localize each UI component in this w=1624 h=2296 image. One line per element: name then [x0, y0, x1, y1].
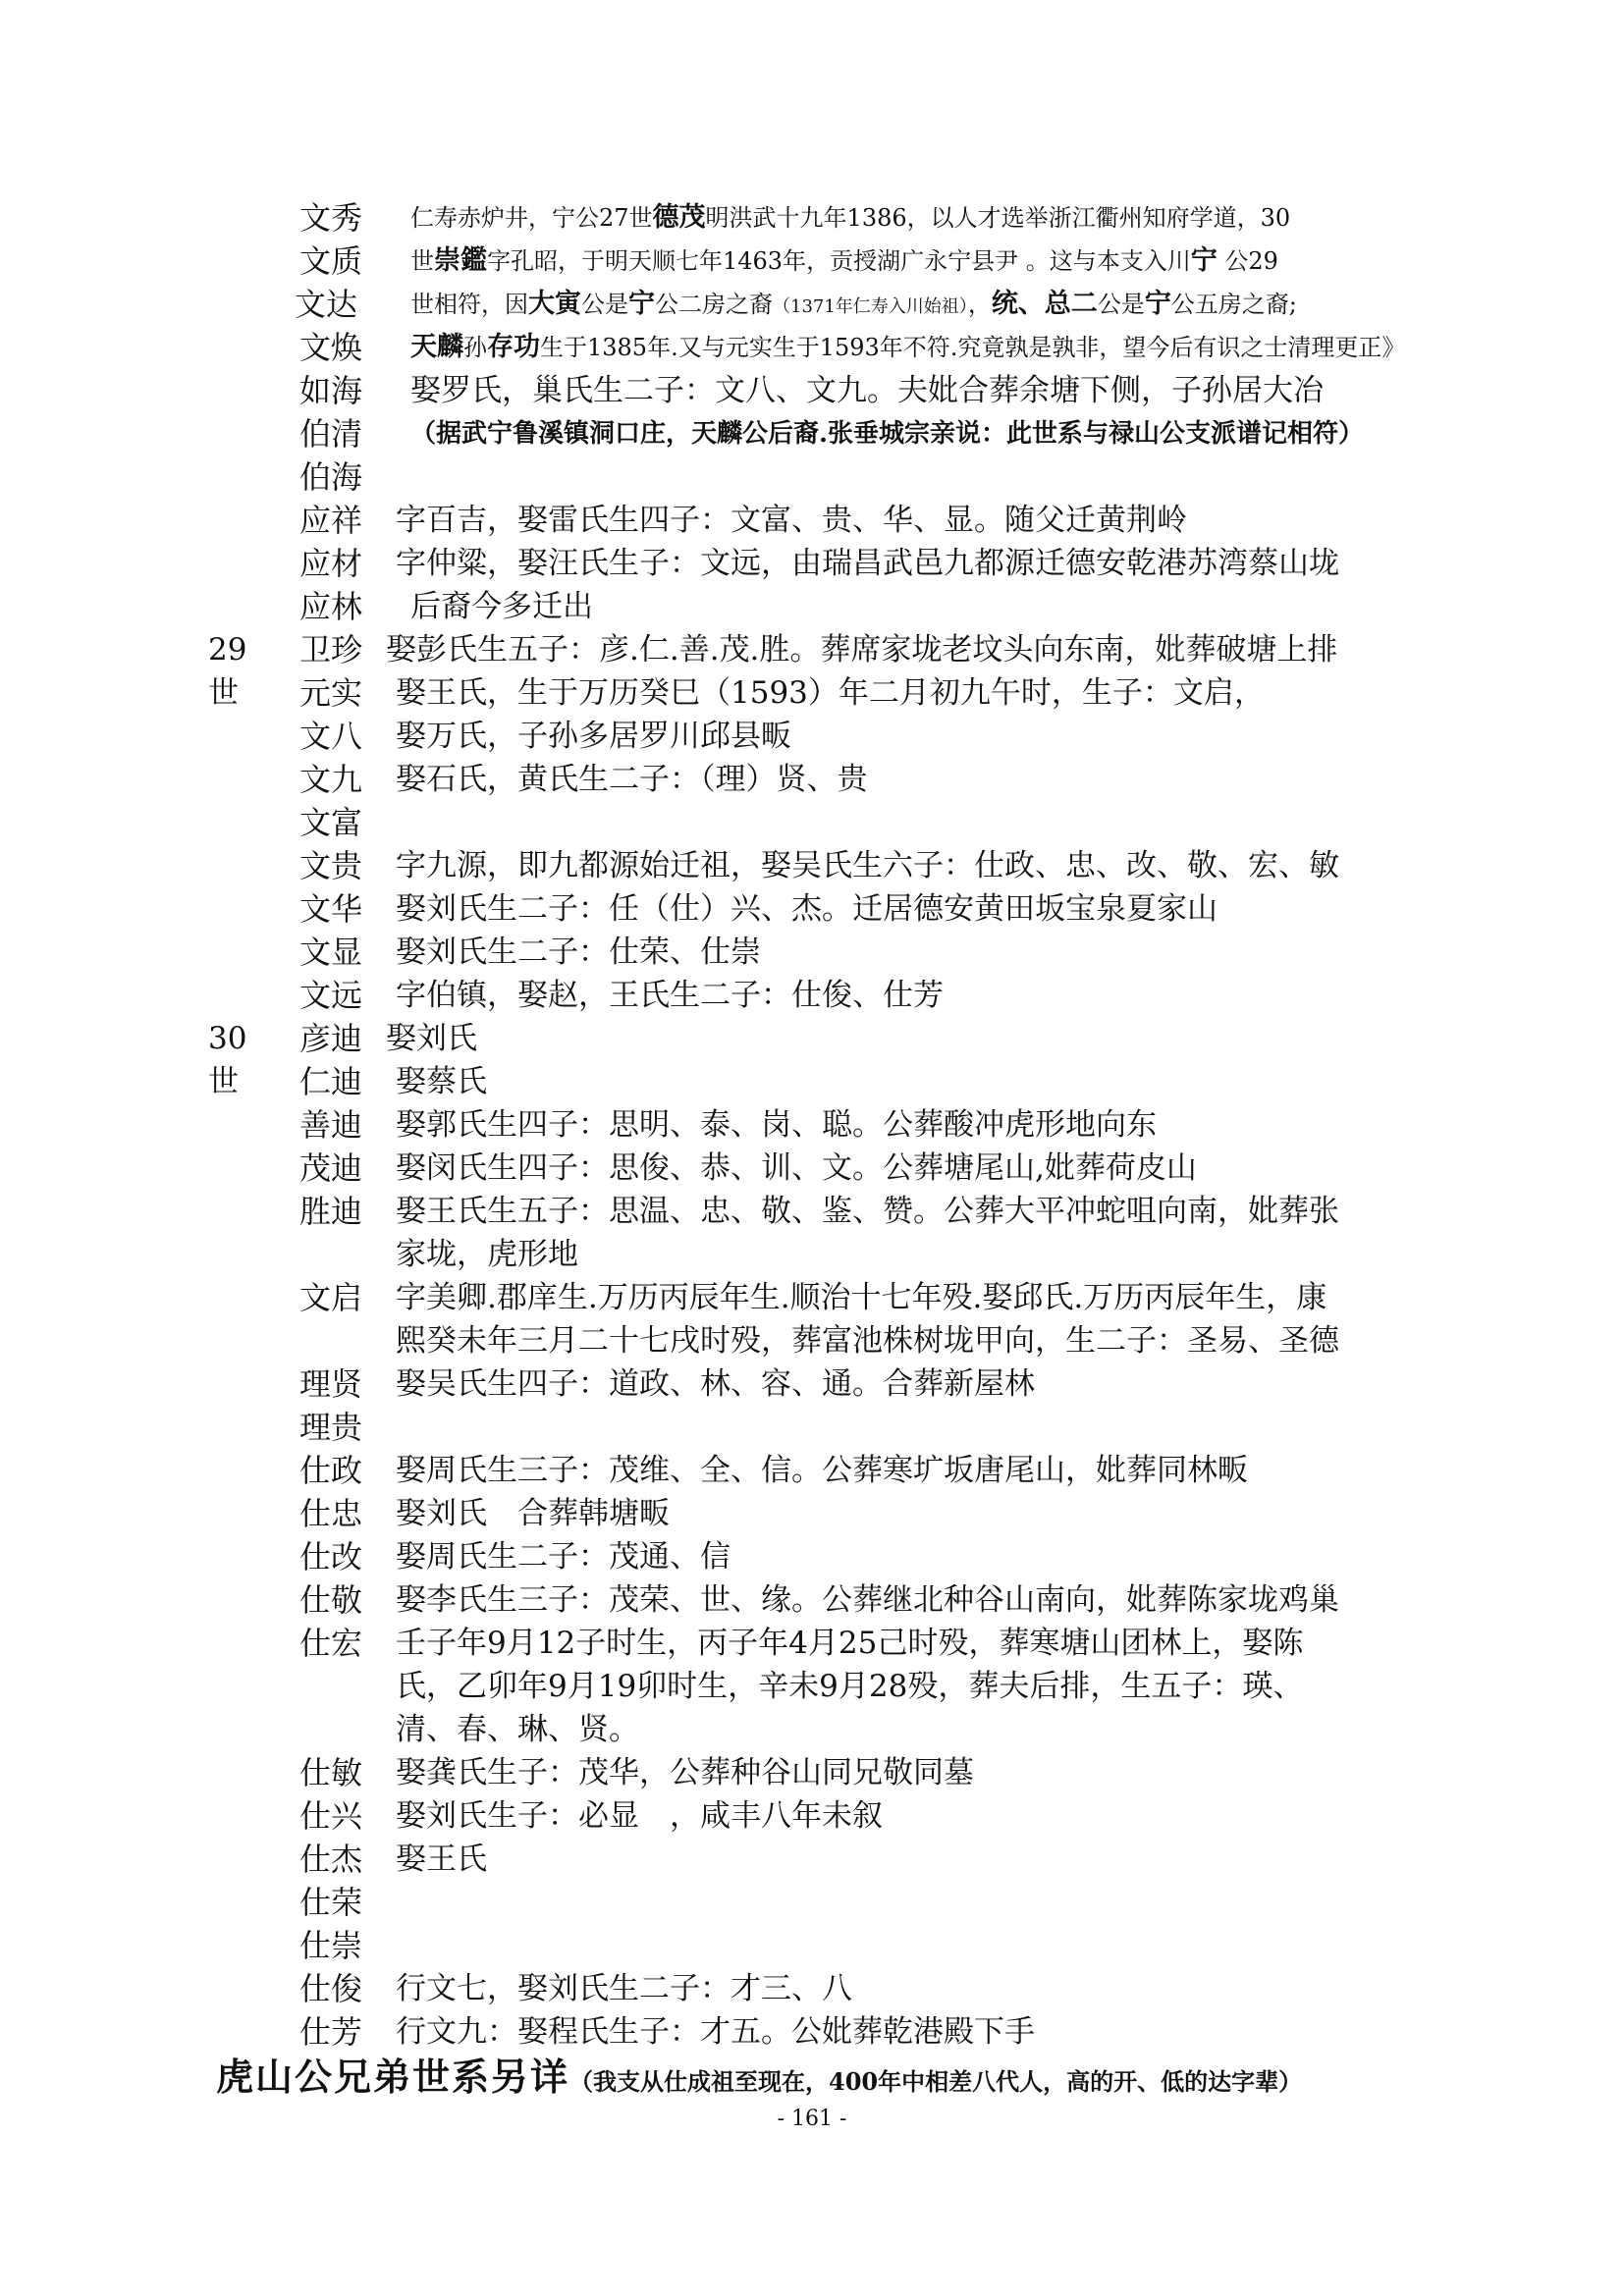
entry-text: 娶刘氏生二子：仕荣、仕崇 [396, 934, 761, 970]
person-name: 应祥 [299, 502, 363, 539]
entry-text-continued: 家垅，虎形地 [396, 1237, 578, 1272]
genealogy-row [0, 1233, 1624, 1278]
annotation-line: 仁寿赤炉井，宁公27世德茂明洪武十九年1386，以人才选举浙江衢州知府学道，30 [410, 202, 1291, 233]
genealogy-row [0, 931, 1624, 976]
generation-label: 30 世 [208, 1021, 247, 1099]
entry-text: 娶吴氏生四子：道政、林、容、通。合葬新屋林 [396, 1366, 1035, 1402]
person-name: 仕崇 [299, 1927, 363, 1964]
person-name: 伯海 [299, 458, 363, 496]
intro-row-4 [0, 326, 1624, 371]
page-number: - 161 - [777, 2107, 847, 2131]
person-name: 文远 [299, 977, 363, 1014]
person-name: 仕宏 [299, 1625, 363, 1662]
entry-text: 娶王氏，生于万历癸巳（1593）年二月初九午时，生子：文启， [396, 675, 1265, 711]
person-name: 伯清 [299, 415, 363, 453]
genealogy-row [0, 1276, 1624, 1321]
person-name: 仕改 [299, 1538, 363, 1575]
heading-title: 虎山公兄弟世系另详 [216, 2055, 570, 2099]
person-name: 仕敬 [299, 1581, 363, 1619]
generation-label: 29 世 [208, 632, 247, 711]
entry-text: 娶罗氏，巢氏生二子：文八、文九。夫妣合葬余塘下侧，子孙居大冶 [410, 373, 1324, 408]
person-name: 仕俊 [299, 1970, 363, 2007]
genealogy-row [0, 974, 1624, 1019]
person-name: 文富 [299, 804, 363, 841]
genealogy-row [0, 887, 1624, 933]
annotation-line: 天麟孙存功生于1385年.又与元实生于1593年不符.究竟孰是孰非，望今后有识之士清理更正》 [410, 332, 1406, 362]
genealogy-row [0, 585, 1624, 630]
entry-text: 娶闵氏生四子：思俊、恭、训、文。公葬塘尾山,妣葬荷皮山 [396, 1150, 1197, 1186]
person-name: 文质 [299, 242, 363, 280]
person-name: 文焕 [299, 329, 363, 366]
person-name: 元实 [299, 674, 363, 712]
entry-text: 字美卿.郡庠生.万历丙辰年生.顺治十七年殁.娶邱氏.万历丙辰年生，康 [396, 1280, 1327, 1315]
person-name: 茂迪 [299, 1149, 363, 1187]
genealogy-row [0, 1060, 1624, 1105]
entry-text-continued: 熙癸未年三月二十七戌时殁，葬富池株树垅甲向，生二子：圣易、圣德 [396, 1323, 1339, 1359]
person-name: 仕杰 [299, 1841, 363, 1878]
person-name: 卫珍 [299, 631, 363, 668]
annotation-line: 世崇鑑字孔昭，于明天顺七年1463年，贡授湖广永宁县尹 。这与本支入川宁 公29 [410, 245, 1278, 276]
genealogy-row [0, 1492, 1624, 1537]
person-name: 仁迪 [299, 1063, 363, 1100]
person-name: 仕敏 [299, 1754, 363, 1791]
source-note: （据武宁鲁溪镇洞口庄，天麟公后裔.张垂城宗亲说：此世系与禄山公支派谱记相符） [410, 419, 1365, 449]
genealogy-row [0, 1147, 1624, 1192]
genealogy-row [0, 758, 1624, 803]
entry-text: 娶万氏，子孙多居罗川邱县畈 [396, 719, 791, 754]
entry-text: 娶刘氏 [386, 1021, 477, 1056]
entry-text: 行文九：娶程氏生子：才五。公妣葬乾港殿下手 [396, 2014, 1035, 2050]
annotation-line: 世相符，因大寅公是宁公二房之裔（1371年仁寿入川始祖），统、总二公是宁公五房之裔; [410, 289, 1297, 319]
person-name: 文启 [299, 1279, 363, 1316]
entry-text: 娶周氏生二子：茂通、信 [396, 1539, 731, 1575]
genealogy-row [0, 801, 1624, 846]
person-name: 仕荣 [299, 1884, 363, 1921]
intro-row-1 [0, 196, 1624, 241]
entry-text: 字百吉，娶雷氏生四子：文富、贵、华、显。随父迁黄荆岭 [396, 503, 1187, 538]
genealogy-row [0, 715, 1624, 760]
person-name: 仕芳 [299, 2013, 363, 2051]
entry-text: 娶蔡氏 [396, 1064, 487, 1099]
genealogy-row [0, 1535, 1624, 1580]
genealogy-row [0, 1449, 1624, 1494]
person-name: 仕政 [299, 1452, 363, 1489]
person-name: 文显 [299, 934, 363, 971]
genealogy-row [0, 1362, 1624, 1408]
person-name: 应材 [299, 545, 363, 582]
genealogy-row [0, 1924, 1624, 1969]
person-name: 胜迪 [299, 1193, 363, 1230]
genealogy-row [0, 671, 1624, 717]
person-name: 理贵 [299, 1409, 363, 1446]
genealogy-row [0, 1881, 1624, 1926]
entry-text: 壬子年9月12子时生，丙子年4月25己时殁，葬寒塘山团林上，娶陈 [396, 1626, 1304, 1661]
genealogy-row [0, 499, 1624, 544]
entry-text: 行文七，娶刘氏生二子：才三、八 [396, 1971, 852, 2006]
intro-row-6 [0, 412, 1624, 457]
genealogy-row [0, 844, 1624, 889]
person-name: 仕兴 [299, 1797, 363, 1835]
genealogy-row [0, 1406, 1624, 1451]
genealogy-row [0, 1751, 1624, 1796]
heading-note: （我支从仕成祖至现在，400年中相差八代人，高的开、低的达字辈） [569, 2067, 1303, 2096]
genealogy-row [0, 542, 1624, 587]
person-name: 理贤 [299, 1365, 363, 1403]
person-name: 文九 [299, 761, 363, 798]
entry-text: 娶刘氏生二子：任（仕）兴、杰。迁居德安黄田坂宝泉夏家山 [396, 891, 1218, 927]
entry-text: 字伯镇，娶赵，王氏生二子：仕俊、仕芳 [396, 978, 944, 1013]
entry-text: 字九源，即九都源始迁祖，娶吴氏生六子：仕政、忠、改、敬、宏、敏 [396, 848, 1339, 883]
entry-text: 娶郭氏生四子：思明、泰、岗、聪。公葬酸冲虎形地向东 [396, 1107, 1157, 1143]
person-name: 如海 [299, 372, 363, 409]
genealogy-row [0, 1838, 1624, 1883]
entry-text-continued: 氏，乙卯年9月19卯时生，辛未9月28殁，葬夫后排，生五子：瑛、 [396, 1669, 1304, 1704]
entry-text: 娶周氏生三子：茂维、全、信。公葬寒圹坂唐尾山，妣葬同林畈 [396, 1453, 1248, 1488]
entry-text: 娶李氏生三子：茂荣、世、缘。公葬继北种谷山南向，妣葬陈家垅鸡巢 [396, 1582, 1339, 1618]
genealogy-row [0, 1103, 1624, 1148]
entry-text: 娶彭氏生五子：彦.仁.善.茂.胜。葬席家垅老坟头向东南，妣葬破塘上排 [386, 632, 1338, 667]
person-name: 善迪 [299, 1106, 363, 1144]
entry-text: 娶刘氏生子：必显 ，咸丰八年未叙 [396, 1798, 883, 1834]
person-name: 应林 [299, 588, 363, 625]
person-name: 文达 [295, 286, 358, 323]
person-name: 文贵 [299, 847, 363, 884]
entry-text-continued: 清、春、琳、贤。 [396, 1712, 639, 1747]
genealogy-row [0, 1967, 1624, 2012]
intro-row-2 [0, 240, 1624, 285]
genealogy-row [0, 1578, 1624, 1624]
entry-text: 娶王氏 [396, 1842, 487, 1877]
section-heading [216, 2054, 1492, 2109]
entry-text: 娶龚氏生子：茂华，公葬种谷山同兄敬同墓 [396, 1755, 974, 1790]
entry-text: 后裔今多迁出 [410, 589, 593, 624]
genealogy-row [0, 1665, 1624, 1710]
intro-row-3 [0, 283, 1624, 328]
entry-text: 字仲粱，娶汪氏生子：文远，由瑞昌武邑九都源迁德安乾港苏湾蔡山垅 [396, 546, 1339, 581]
person-name: 文秀 [299, 199, 363, 237]
genealogy-row [0, 1319, 1624, 1364]
genealogy-row [0, 1622, 1624, 1667]
person-name: 文华 [299, 890, 363, 928]
genealogy-row [0, 1794, 1624, 1840]
intro-row-5 [0, 369, 1624, 414]
genealogy-row [0, 1190, 1624, 1235]
genealogy-row [0, 2010, 1624, 2056]
entry-text: 娶王氏生五子：思温、忠、敬、鉴、赞。公葬大平冲蛇咀向南，妣葬张 [396, 1194, 1339, 1229]
person-name: 彦迪 [299, 1020, 363, 1057]
person-name: 仕忠 [299, 1495, 363, 1532]
intro-row-7 [0, 455, 1624, 501]
person-name: 文八 [299, 718, 363, 755]
entry-text: 娶石氏，黄氏生二子：（理）贤、贵 [396, 762, 868, 797]
genealogy-row [0, 1708, 1624, 1753]
entry-text: 娶刘氏 合葬韩塘畈 [396, 1496, 670, 1531]
